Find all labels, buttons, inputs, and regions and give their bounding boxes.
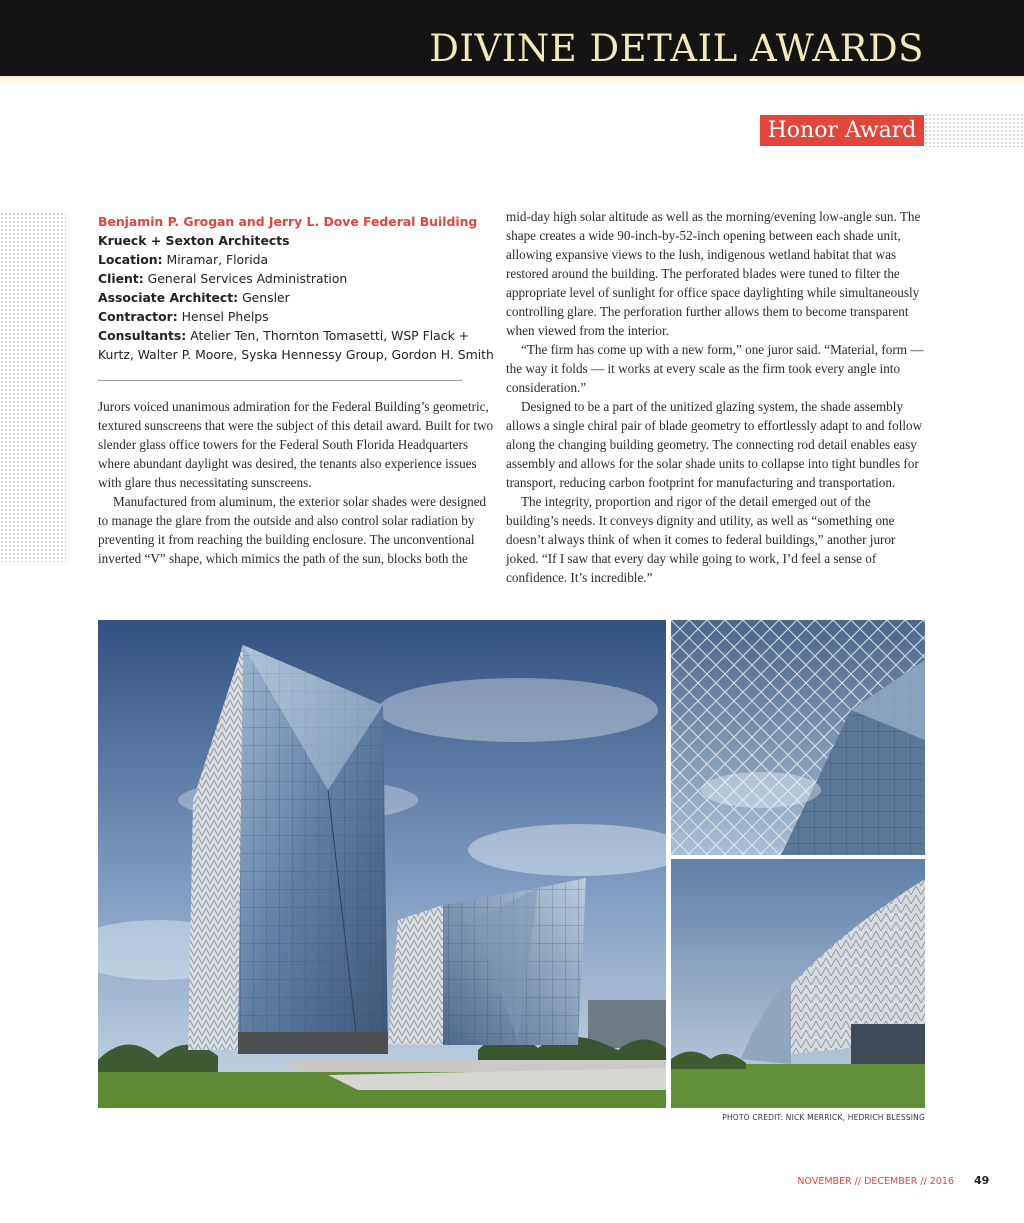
article-column-2 bbox=[506, 207, 926, 587]
page-number: 49 bbox=[974, 1174, 990, 1187]
dot-pattern-right bbox=[924, 113, 1024, 147]
credit-value: Miramar, Florida bbox=[166, 252, 269, 267]
credit-consultants bbox=[98, 326, 498, 364]
article-paragraph: Jurors voiced unanimous admiration for the Federal Building’s geometric, textured sunscreens that were the subject of this detail award. Built for two slender glass office towers for the Federal South Florida Headquarters where abundant daylight was desired, the tenants also experience issues with glare thus necessitating sunscreens. bbox=[98, 399, 494, 490]
building-name: Benjamin P. Grogan and Jerry L. Dove Federal Building bbox=[98, 214, 478, 229]
credit-value: Atelier Ten, Thornton Tomasetti, WSP Flack + Kurtz, Walter P. Moore, Syska Hennessy Group, Gordon H. Smith bbox=[98, 328, 494, 362]
honor-award-badge: Honor Award bbox=[760, 115, 924, 146]
article-paragraph: The integrity, proportion and rigor of the detail emerged out of the building’s needs. It conveys dignity and utility, as well as “something one doesn’t always think of when it comes to federal buildings,” another juror joked. “If I saw that every day while going to work, I’d feel a sense of confidence. It’s incredible.” bbox=[506, 494, 896, 585]
project-credits bbox=[98, 212, 498, 364]
credit-label: Associate Architect: bbox=[98, 290, 239, 305]
article-paragraph: “The firm has come up with a new form,” one juror said. “Material, form — the way it folds — it works at every scale as the firm took every angle into consideration.” bbox=[506, 342, 924, 395]
photo-credit: PHOTO CREDIT: NICK MERRICK, HEDRICH BLESSING bbox=[722, 1113, 925, 1122]
credit-label: Contractor: bbox=[98, 309, 178, 324]
building-photo-main bbox=[98, 620, 666, 1108]
article-paragraph: Manufactured from aluminum, the exterior solar shades were designed to manage the glare from the outside and also control solar radiation by preventing it from reaching the building enclosure. The unconventional inverted “V” shape, which mimics the path of the sun, blocks both the bbox=[98, 494, 487, 566]
article-column-1 bbox=[98, 397, 494, 568]
credit-label: Consultants: bbox=[98, 328, 187, 343]
masthead-band bbox=[0, 76, 1024, 86]
credit-client bbox=[98, 269, 498, 288]
architect-firm: Krueck + Sexton Architects bbox=[98, 233, 290, 248]
credit-contractor bbox=[98, 307, 498, 326]
article-paragraph: Designed to be a part of the unitized glazing system, the shade assembly allows a single chiral pair of blade geometry to effortlessly adapt to and follow along the changing building geometry. The connecting rod detail enables easy assembly and allows for the solar shade units to collapse into tight bundles for transport, reducing carbon footprint for manufacturing and transportation. bbox=[506, 399, 923, 490]
building-photo-detail-bottom bbox=[671, 859, 925, 1108]
credit-label: Client: bbox=[98, 271, 144, 286]
credit-value: General Services Administration bbox=[147, 271, 348, 286]
credit-associate-architect bbox=[98, 288, 498, 307]
article-paragraph: mid-day high solar altitude as well as the morning/evening low-angle sun. The shape creates a wide 90-inch-by-52-inch opening between each shade unit, allowing expansive views to the lush, indigenous wetland habitat that was restored around the building. The perforated blades were tuned to filter the appropriate level of sunlight for office space daylighting while simultaneously controlling glare. The perforation further allows them to become transparent when viewed from the interior. bbox=[506, 209, 921, 338]
credit-label: Location: bbox=[98, 252, 163, 267]
credit-value: Hensel Phelps bbox=[181, 309, 269, 324]
credit-location bbox=[98, 250, 498, 269]
masthead-bar bbox=[0, 0, 1024, 76]
dot-pattern-left bbox=[0, 212, 66, 562]
building-photo-detail-top bbox=[671, 620, 925, 855]
issue-date: NOVEMBER // DECEMBER // 2016 bbox=[797, 1176, 954, 1187]
masthead-title: DIVINE DETAIL AWARDS bbox=[429, 27, 924, 70]
divider-rule bbox=[98, 380, 462, 381]
credit-value: Gensler bbox=[242, 290, 290, 305]
